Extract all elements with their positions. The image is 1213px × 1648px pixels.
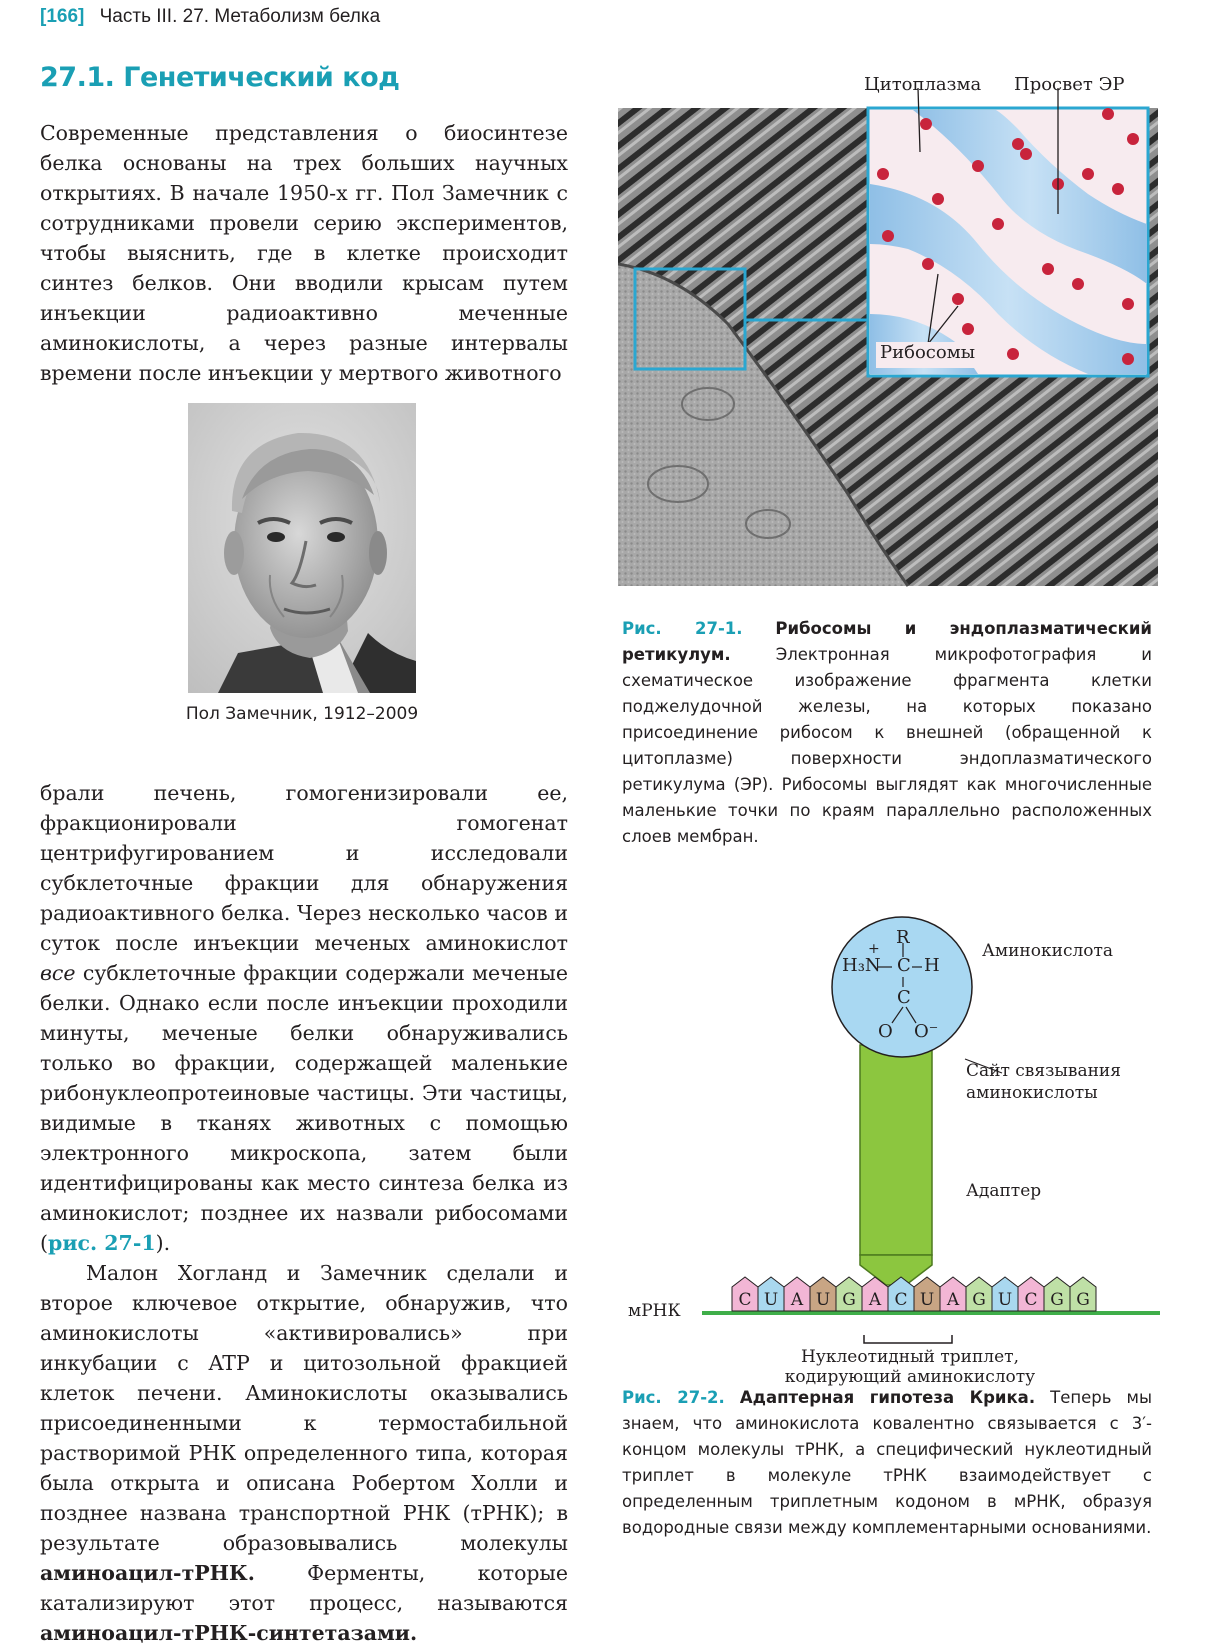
label-cytoplasm: Цитоплазма: [864, 74, 982, 95]
nucleotide-base: U: [763, 1290, 779, 1310]
nucleotide-base: C: [738, 1290, 752, 1310]
figure-27-1: [618, 74, 1158, 594]
photo-caption: Пол Замечник, 1912–2009: [185, 704, 419, 724]
nucleotide-1: [732, 1277, 758, 1311]
nucleotide-base: U: [997, 1290, 1013, 1310]
label-adapter: Адаптер: [966, 1181, 1042, 1201]
nucleotide-8: [914, 1277, 940, 1311]
paragraph-3-a: Малон Хогланд и Замечник сделали и второе ключевое открытие, обнаружив, что аминокислоты «активировались» при инкубации с ATP и цитозольной фракцией клеток печени. Аминокислоты оказывались присоединенными к термостабильной растворимой РНК определенного типа, которая была открыта и описана Робертом Холли и позднее названа транспортной РНК (тРНК); в результате образовывались молекулы: [40, 1261, 568, 1555]
section-title: 27.1. Генетический код: [40, 62, 400, 93]
paragraph-2: [40, 778, 568, 1258]
nucleotide-base: G: [842, 1290, 856, 1310]
paragraph-1: Современные представления о биосинтезе белка основаны на трех больших научных открытиях. В начале 1950-х гг. Пол Замечник с сотрудниками провели серию экспериментов, чтобы выяснить, где в клетке происходит синтез белков. Они вводили крысам путем инъекции радиоактивно меченные аминокислоты, а через разные интервалы времени после инъекции у мертвого животного: [40, 121, 568, 385]
molecule-o-minus: O⁻: [914, 1021, 939, 1042]
label-amino-acid: Аминокислота: [982, 941, 1114, 961]
label-er-lumen: Просвет ЭР: [1014, 74, 1125, 95]
nucleotide-10: [966, 1277, 992, 1311]
figure-reference-link[interactable]: рис. 27-1: [48, 1231, 156, 1255]
nucleotide-base: A: [790, 1290, 804, 1310]
molecule-h: H: [924, 955, 940, 976]
figure-27-1-title: Рибосомы и эндоплазматический ретикулум.: [622, 619, 1152, 664]
nucleotide-3: [784, 1277, 810, 1311]
nucleotide-13: [1044, 1277, 1070, 1311]
paragraph-2-b: субклеточные фракции содержали меченые белки. Однако если после инъекции проходили минуты, меченые белки обнаруживались только во фракции, содержащей маленькие рибонуклеопротеиновые частицы. Эти частицы, видимые в тканях животных с помощью электронного микроскопа, затем были идентифицированы как место синтеза белка из аминокислот; позднее их назвали рибосомами (: [40, 961, 568, 1255]
molecule-plus: +: [868, 941, 880, 957]
label-mrna: мРНК: [628, 1301, 681, 1321]
paragraph-2-a: брали печень, гомогенизировали ее, фракционировали гомогенат центрифугированием и исследовали субклеточные фракции для обнаружения радиоактивного белка. Через несколько часов и суток после инъекции меченых аминокислот: [40, 781, 568, 955]
paragraph-2-c: ).: [155, 1231, 171, 1255]
nucleotide-base: C: [1024, 1290, 1038, 1310]
molecule-o: O: [878, 1021, 893, 1042]
running-title: Часть III. 27. Метаболизм белка: [99, 6, 381, 27]
paragraph-2-emphasis: все: [40, 961, 76, 985]
nucleotide-base: A: [946, 1290, 960, 1310]
molecule-c-carboxyl: C: [897, 987, 911, 1008]
nucleotide-5: [836, 1277, 862, 1311]
nucleotide-base: G: [1050, 1290, 1064, 1310]
nucleotide-2: [758, 1277, 784, 1311]
molecule-c-alpha: C: [897, 955, 911, 976]
figure-27-2-label: Рис. 27-2.: [622, 1388, 725, 1407]
label-triplet-1: Нуклеотидный триплет,: [801, 1347, 1019, 1367]
figure-27-2-text: Теперь мы знаем, что аминокислота ковалентно связывается с 3′-концом молекулы тРНК, а специфический нуклеотидный триплет в молекуле тРНК взаимодействует с определенным триплетным кодоном в мРНК, образуя водородные связи между комплементарными основаниями.: [622, 1388, 1153, 1537]
label-triplet-2: кодирующий аминокислоту: [784, 1367, 1036, 1387]
nucleotide-12: [1018, 1277, 1044, 1311]
nucleotide-base: G: [972, 1290, 986, 1310]
label-ribosomes: Рибосомы: [880, 342, 976, 363]
nucleotide-14: [1070, 1277, 1096, 1311]
running-header: [40, 6, 380, 28]
molecule-h3n: H₃N: [842, 955, 881, 976]
figure-27-2-caption: [622, 1385, 1152, 1541]
portrait-photo: [188, 403, 416, 693]
nucleotide-base: U: [815, 1290, 831, 1310]
figure-27-1-label: Рис. 27-1.: [622, 619, 743, 638]
nucleotide-11: [992, 1277, 1018, 1311]
figure-27-2: [620, 915, 1160, 1385]
nucleotide-base: C: [894, 1290, 908, 1310]
paragraph-3-c: Ферменты, которые катализируют этот процесс, называются: [40, 1561, 568, 1615]
term-synthetases: аминоацил-тРНК-синтетазами.: [40, 1621, 418, 1645]
figure-27-1-text: Электронная микрофотография и схематическое изображение фрагмента клетки поджелудочной железы, на которых показано присоединение рибосом к внешней (обращенной к цитоплазме) поверхности эндоплазматического ретикулума (ЭР). Рибосомы выглядят как многочисленные маленькие точки по краям параллельно расположенных слоев мембран.: [622, 645, 1152, 846]
nucleotide-4: [810, 1277, 836, 1311]
figure-27-2-title: Адаптерная гипотеза Крика.: [739, 1388, 1036, 1407]
label-binding-site-1: Сайт связывания: [966, 1061, 1121, 1081]
page-number: [166]: [40, 6, 85, 27]
molecule-r: R: [896, 927, 910, 948]
paragraph-continuation: [40, 778, 568, 1648]
label-binding-site-2: аминокислоты: [966, 1083, 1098, 1103]
figure-27-1-caption: [622, 616, 1152, 850]
nucleotide-9: [940, 1277, 966, 1311]
paragraph-3: [40, 1258, 568, 1648]
nucleotide-base: G: [1076, 1290, 1090, 1310]
nucleotide-base: A: [868, 1290, 882, 1310]
nucleotide-base: U: [919, 1290, 935, 1310]
paragraph-intro: [40, 118, 568, 388]
term-aminoacyl-trna: аминоацил-тРНК.: [40, 1561, 255, 1585]
